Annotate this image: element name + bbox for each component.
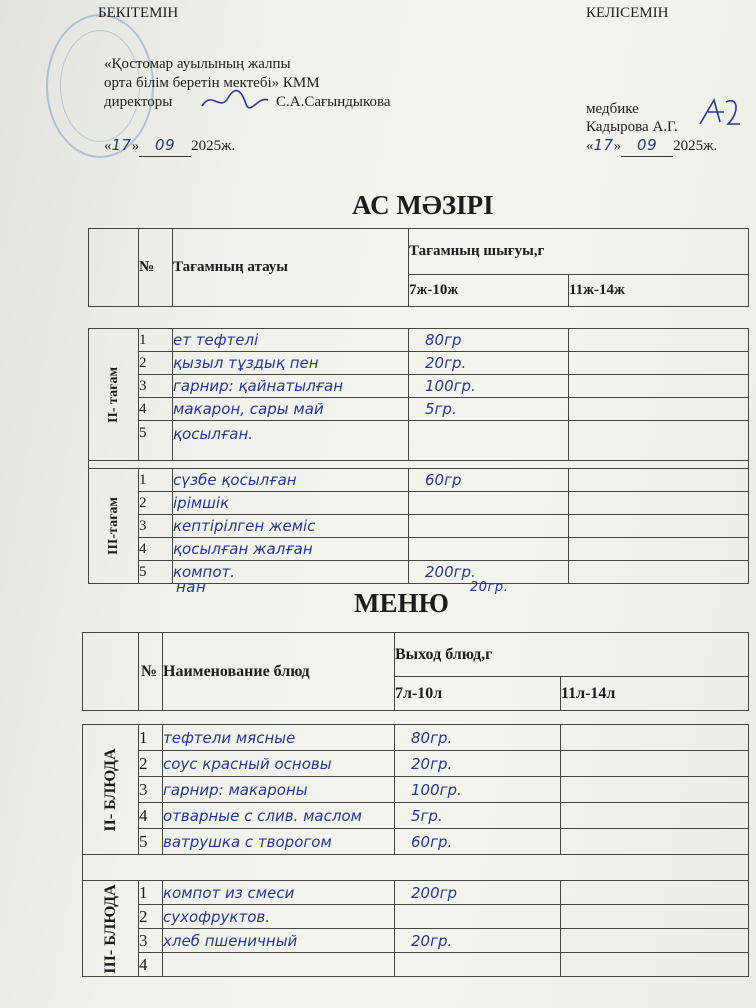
row-number: 2 (139, 492, 173, 515)
kz-col-name: Тағамның атауы (173, 229, 409, 307)
kz-extra-weight: 20гр. (470, 580, 509, 595)
dish-name: ватрушка с творогом (163, 829, 395, 855)
dish-name: компот. (173, 561, 409, 584)
ru-header-blank (83, 633, 139, 711)
ru-col-num: № (139, 633, 163, 711)
kz-extra-dish: нан (176, 578, 207, 596)
dish-weight (409, 421, 569, 461)
row-number: 1 (139, 469, 173, 492)
row-number: 1 (139, 881, 163, 905)
ru-menu-header-table (82, 632, 749, 711)
dish-name: тефтели мясные (163, 725, 395, 751)
dish-name: ет тефтелі (173, 329, 409, 352)
dish-name: қосылған. (173, 421, 409, 461)
dish-weight-2 (561, 725, 749, 751)
dish-name: гарнир: макароны (163, 777, 395, 803)
left-date-day: 17 (111, 136, 132, 154)
kz-menu-header-table (88, 228, 749, 307)
dish-name: хлеб пшеничный (163, 929, 395, 953)
kz-header-blank (89, 229, 139, 307)
dish-name: сухофруктов. (163, 905, 395, 929)
director-name: С.А.Сағындыкова (276, 94, 391, 110)
ru-section1-label: II- БЛЮДА (83, 725, 139, 855)
ru-menu-body-table (82, 724, 749, 977)
dish-weight-2 (569, 561, 749, 584)
dish-name: қызыл тұздық пен (173, 352, 409, 375)
dish-weight: 80гр. (395, 725, 561, 751)
row-number: 2 (139, 905, 163, 929)
dish-name: қосылған жалған (173, 538, 409, 561)
school-name-line2: орта білім беретін мектебі» КММ (104, 75, 320, 91)
dish-weight: 20гр. (395, 929, 561, 953)
dish-weight: 80гр (409, 329, 569, 352)
dish-weight-2 (561, 881, 749, 905)
approve-label: БЕКІТЕМІН (98, 5, 179, 21)
left-date-month: 09 (155, 136, 176, 154)
dish-weight: 20гр. (409, 352, 569, 375)
kz-menu-title: АС МӘЗІРІ (352, 190, 494, 220)
dish-weight (409, 538, 569, 561)
dish-name (163, 953, 395, 977)
row-number: 2 (139, 352, 173, 375)
dish-weight-2 (569, 329, 749, 352)
dish-weight-2 (569, 538, 749, 561)
dish-weight-2 (569, 375, 749, 398)
dish-weight: 100гр. (395, 777, 561, 803)
kz-col-age1: 7ж-10ж (409, 275, 569, 307)
kz-col-age2: 11ж-14ж (569, 275, 749, 307)
nurse-signature (694, 94, 744, 130)
row-number: 1 (139, 725, 163, 751)
right-date-month-line (621, 136, 673, 157)
dish-weight-2 (569, 421, 749, 461)
dish-name: макарон, сары май (173, 398, 409, 421)
dish-weight: 5гр. (395, 803, 561, 829)
ru-section-spacer (83, 855, 749, 881)
dish-weight (409, 492, 569, 515)
kz-col-output: Тағамның шығуы,г (409, 229, 749, 275)
dish-weight: 100гр. (409, 375, 569, 398)
dish-weight-2 (561, 751, 749, 777)
ru-col-age2: 11л-14л (561, 677, 749, 711)
right-date-day: 17 (593, 136, 614, 154)
dish-weight (409, 515, 569, 538)
dish-name: ірімшік (173, 492, 409, 515)
dish-weight-2 (569, 492, 749, 515)
ru-section2-label: III- БЛЮДА (83, 881, 139, 977)
dish-weight-2 (569, 515, 749, 538)
dish-weight (395, 953, 561, 977)
row-number: 4 (139, 803, 163, 829)
ru-menu-title: МЕНЮ (354, 588, 449, 618)
ru-col-output: Выход блюд,г (395, 633, 749, 677)
director-label: директоры (104, 94, 173, 110)
dish-weight: 60гр. (395, 829, 561, 855)
kz-section-spacer (89, 461, 749, 469)
row-number: 5 (139, 829, 163, 855)
dish-weight-2 (569, 469, 749, 492)
kz-col-num: № (139, 229, 173, 307)
dish-name: компот из смеси (163, 881, 395, 905)
left-date-month-line (139, 136, 191, 157)
dish-name: соус красный основы (163, 751, 395, 777)
dish-weight-2 (561, 953, 749, 977)
row-number: 1 (139, 329, 173, 352)
dish-weight-2 (569, 398, 749, 421)
director-signature (198, 86, 270, 116)
dish-weight (395, 905, 561, 929)
dish-weight: 60гр (409, 469, 569, 492)
dish-weight-2 (561, 803, 749, 829)
row-number: 4 (139, 953, 163, 977)
dish-weight: 5гр. (409, 398, 569, 421)
kz-menu-body-table (88, 328, 749, 584)
row-number: 2 (139, 751, 163, 777)
dish-name: сүзбе қосылған (173, 469, 409, 492)
right-date: «17» 09 2025ж. (586, 136, 717, 157)
dish-weight-2 (561, 777, 749, 803)
left-date: «17» 09 2025ж. (104, 136, 235, 157)
nurse-label: медбике (586, 101, 639, 117)
ru-col-name: Наименование блюд (163, 633, 395, 711)
dish-weight: 20гр. (395, 751, 561, 777)
agree-label: КЕЛІСЕМІН (586, 5, 669, 21)
dish-weight-2 (561, 929, 749, 953)
kz-section1-label: II- тағам (89, 329, 139, 461)
dish-weight: 200гр. (409, 561, 569, 584)
row-number: 4 (139, 398, 173, 421)
row-number: 3 (139, 929, 163, 953)
school-name-line1: «Қостомар ауылының жалпы (104, 56, 291, 72)
row-number: 5 (139, 561, 173, 584)
dish-name: гарнир: қайнатылған (173, 375, 409, 398)
dish-name: отварные с слив. маслом (163, 803, 395, 829)
dish-weight-2 (561, 829, 749, 855)
nurse-name: Кадырова А.Г. (586, 119, 678, 135)
kz-section2-label: III-тағам (89, 469, 139, 584)
right-date-month: 09 (637, 136, 658, 154)
ru-col-age1: 7л-10л (395, 677, 561, 711)
dish-weight: 200гр (395, 881, 561, 905)
dish-weight-2 (561, 905, 749, 929)
dish-weight-2 (569, 352, 749, 375)
row-number: 3 (139, 777, 163, 803)
row-number: 3 (139, 375, 173, 398)
row-number: 4 (139, 538, 173, 561)
row-number: 3 (139, 515, 173, 538)
row-number: 5 (139, 421, 173, 461)
dish-name: кептірілген жеміс (173, 515, 409, 538)
